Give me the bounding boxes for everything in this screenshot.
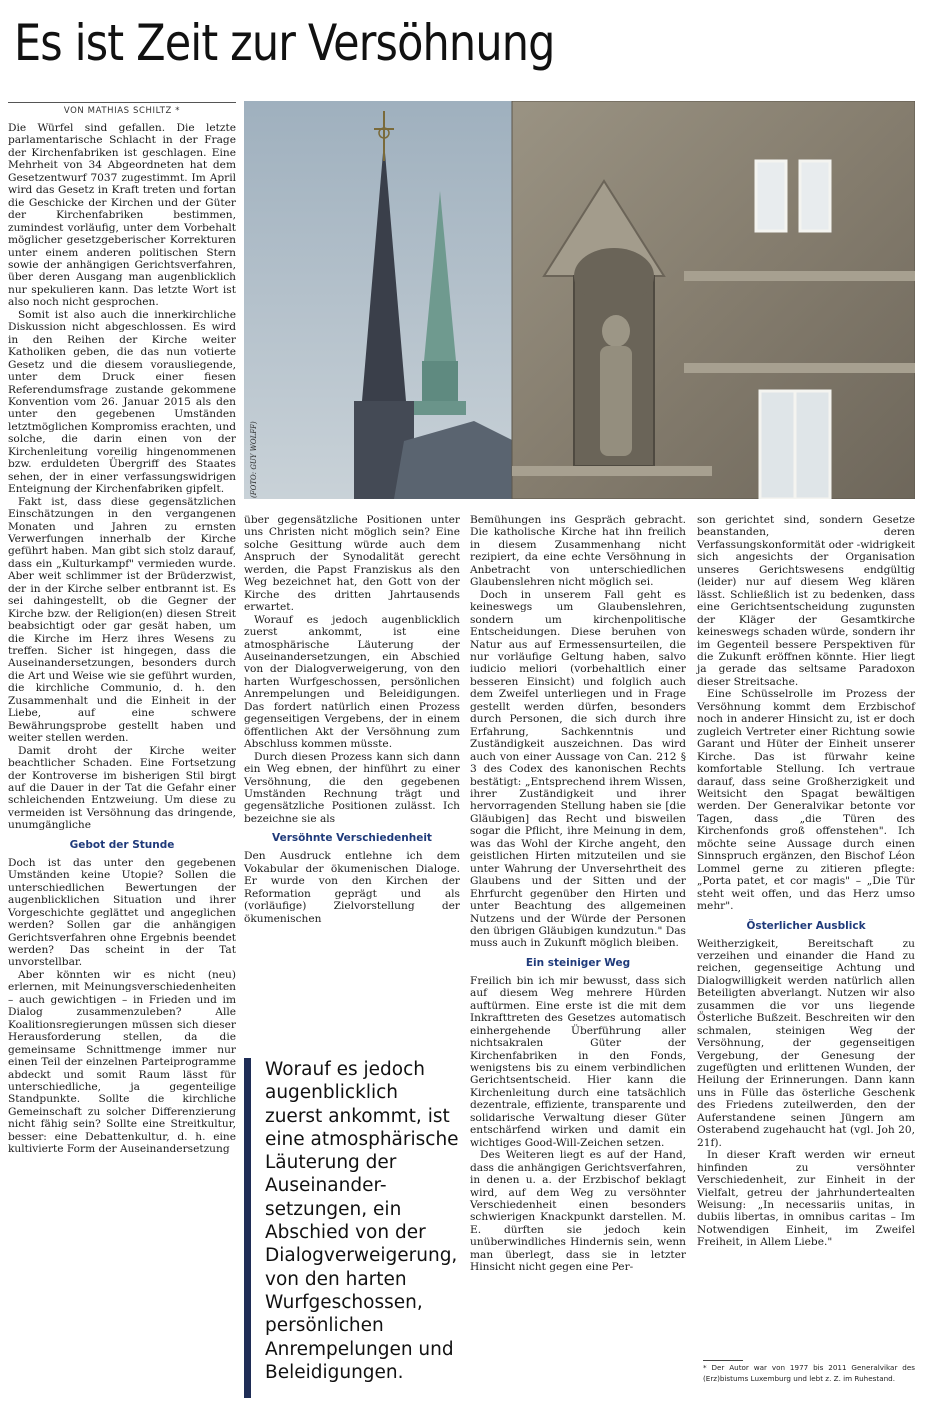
byline: VON MATHIAS SCHILTZ * (8, 102, 236, 116)
paragraph: Somit ist also auch die innerkirchliche Diskussion nicht abgeschlossen. Es wird in den Reihen der Kirche weiter Katholiken geben, die das nun votierte Gesetz und die diesem vorausliegende, unter dem Druck einer fiesen Referendumsfrage zustande gekommene Konvention vom 26. Januar 2015 als den unter den gegebenen Umständen letztmöglichen Kompromiss erachten, und solche, die darin einen von der Kirchenleitung voreilig hingenommenen bzw. erduldeten Übergriff des Staates sehen, der in einer verfassungswidrigen Enteignung der Kirchenfabriken gipfelt. (8, 308, 236, 496)
column-4 (697, 514, 915, 1249)
subheading-gebot-der-stunde: Gebot der Stunde (69, 838, 175, 851)
subheading-ein-steiniger-weg: Ein steiniger Weg (525, 956, 631, 969)
footnote-rule (703, 1360, 743, 1361)
column-3 (470, 514, 686, 1274)
paragraph: Durch diesen Prozess kann sich dann ein Weg ebnen, der hinführt zu einer Versöhnung, die den gegebenen Umständen Rechnung trägt und gegensätzliche Positionen zulässt. Ich bezeichne sie als (244, 750, 460, 825)
column-2 (244, 514, 460, 925)
photo-credit: (FOTO: GUY WOLFF) (250, 421, 258, 498)
paragraph: Damit droht der Kirche weiter beachtlicher Schaden. Eine Fortsetzung der Kontroverse im bisherigen Stil birgt auf die Dauer in der Tat die Gefahr einer schleichenden Entzweiung. Um diese zu vermeiden ist Versöhnung das dringende, unumgängliche (8, 744, 236, 832)
paragraph: son gerichtet sind, sondern Gesetze beanstanden, deren Verfassungskonformität oder -widrigkeit sich angesichts der Organisation unseres Gerichtswesens endgültig (leider) nur auf diesem Weg klären lässt. Schließlich ist zu bedenken, dass eine Gerichtsentscheidung zugunsten der Kläger der Gesamtkirche keineswegs schaden würde, sondern ihr im Gegenteil bessere Perspektiven für die Zukunft eröffnen könnte. Hier liegt ja gerade das seltsame Paradoxon dieser Streitsache. (697, 514, 915, 688)
cathedral-photo (244, 101, 915, 499)
paragraph: Des Weiteren liegt es auf der Hand, dass die anhängigen Gerichtsverfahren, in denen u. a. der Erzbischof beklagt wird, auf dem Weg zu versöhnter Verschiedenheit einen besonders schwierigen Knackpunkt darstellen. M. E. dürften sie jedoch kein unüberwindliches Hindernis sein, wenn man überlegt, dass sie in letzter Hinsicht nicht gegen eine Per- (470, 1149, 686, 1274)
footnote: * Der Autor war von 1977 bis 2011 Generalvikar des (Erz)bistums Luxemburg und lebt z. Z. im Ruhestand. (703, 1363, 915, 1383)
pull-quote-text: Worauf es jedoch augenblicklich zuerst ankommt, ist eine atmosphärische Läuterung der Auseinander-setzungen, ein Abschied von der Dialogverweigerung, von den harten Wurfgeschossen, persönlichen Anrempelungen und Beleidigungen. (265, 1059, 459, 1383)
headline: Es ist Zeit zur Versöhnung (14, 14, 555, 72)
paragraph: Die Würfel sind gefallen. Die letzte parlamentarische Schlacht in der Frage der Kirchenfabriken ist geschlagen. Eine Mehrheit von 34 Abgeordneten hat dem Gesetzentwurf 7037 zugestimmt. Im April wird das Gesetz in Kraft treten und fortan die Geschicke der Kirchen und der Güter der Kirchenfabriken bestimmen, zumindest vorläufig, unter dem Vorbehalt möglicher gesetzgeberischer Korrekturen unter einem anderen politischen Stern sowie der anhängigen Gerichtsverfahren, über deren Ausgang man augenblicklich nur spekulieren kann. Das letzte Wort ist also noch nicht gesprochen. (8, 122, 236, 309)
paragraph: In dieser Kraft werden wir erneut hinfinden zu versöhnter Verschiedenheit, zur Einheit in der Vielfalt, getreu der jahrhundertealten Weisung: „In necessariis unitas, in dubiis libertas, in omnibus caritas – Im Notwendigen Einheit, im Zweifel Freiheit, in Allem Liebe." (697, 1149, 915, 1249)
cathedral-illustration (244, 101, 915, 499)
subheading-versoehnte-verschiedenheit: Versöhnte Verschiedenheit (272, 832, 432, 845)
pull-quote (244, 1058, 460, 1398)
subheading-oesterlicher-ausblick: Österlicher Ausblick (746, 919, 866, 932)
paragraph: Doch ist das unter den gegebenen Umständen keine Utopie? Sollen die unterschiedlichen Bewertungen der augenblicklichen Situation und ihrer Vorgeschichte geglättet und angeglichen werden? Sollen gar die anhängigen Gerichtsverfahren ohne Ergebnis beendet werden? Das scheint in der Tat unvorstellbar. (8, 856, 236, 969)
column-1 (8, 122, 236, 1156)
paragraph: Bemühungen ins Gespräch gebracht. Die katholische Kirche hat ihn freilich in diesem Zusammenhang nicht rezipiert, da eine echte Versöhnung in Anbetracht von unterschiedlichen Glaubenslehren nicht möglich sei. (470, 514, 686, 589)
paragraph: Den Ausdruck entlehne ich dem Vokabular der ökumenischen Dialoge. Er wurde von den Kirchen der Reformation geprägt und als (vorläufige) Zielvorstellung der ökumenischen (244, 850, 460, 925)
paragraph: Fakt ist, dass diese gegensätzlichen Einschätzungen in den vergangenen Monaten und Jahren zu ernsten Verwerfungen innerhalb der Kirche geführt haben. Man gibt sich stolz darauf, dass ein „Kulturkampf" vermieden wurde. Aber weit schlimmer ist der Brüderzwist, der in der Kirche selber entbrannt ist. Es sei dahingestellt, ob die Gegner der Kirche bzw. der Religion(en) diesen Streit beabsichtigt oder gar gesät haben, um die Kirche im Herz ihres Wesens zu treffen. Sicher ist hingegen, dass die Auseinandersetzungen, besonders durch die Art und Weise wie sie geführt wurden, die kirchliche Communio, d. h. den Zusammenhalt und die Einheit in der Liebe, auf eine schwere Bewährungsprobe gestellt haben und weiter stellen werden. (8, 495, 236, 745)
paragraph: Weitherzigkeit, Bereitschaft zu verzeihen und einander die Hand zu reichen, gegenseitige Achtung und Dialogwilligkeit werden natürlich allen Beteiligten abverlangt. Nutzen wir also zusammen die vor uns liegende Österliche Bußzeit. Beschreiten wir den schmalen, steinigen Weg der Versöhnung, der gegenseitigen Vergebung, der Genesung der zugefügten und erlittenen Wunden, der Heilung der Erinnerungen. Dann kann uns in Fülle das österliche Geschenk des Friedens zuteilwerden, den der Auferstandene seinen Jüngern am Osterabend zugehaucht hat (vgl. Joh 20, 21f). (697, 937, 915, 1149)
paragraph: Freilich bin ich mir bewusst, dass sich auf diesem Weg mehrere Hürden auftürmen. Eine erste ist die mit dem Inkrafttreten des Gesetzes automatisch einhergehende Überführung aller nichtsakralen Güter der Kirchenfabriken in den Fonds, wenigstens bis zu einem verbindlichen Gerichtsentscheid. Hier kann die Kirchenleitung durch eine tatsächlich dezentrale, effiziente, transparente und solidarische Verwaltung dieser Güter entschärfend wirken und damit ein wichtiges Good-Will-Zeichen setzen. (470, 974, 686, 1149)
paragraph: über gegensätzliche Positionen unter uns Christen nicht möglich sein? Eine solche Gesittung würde auch dem Anspruch der Synodalität gerecht werden, die Papst Franziskus als den Weg bezeichnet hat, den Gott von der Kirche des dritten Jahrtausends erwartet. (244, 514, 460, 614)
paragraph: Worauf es jedoch augenblicklich zuerst ankommt, ist eine atmosphärische Läuterung der Auseinandersetzungen, ein Abschied von der Dialogverweigerung, von den harten Wurfgeschossen, persönlichen Anrempelungen und Beleidigungen. Das fordert natürlich einen Prozess gegenseitigen Vergebens, der in einem öffentlichen Akt der Versöhnung zum Abschluss kommen müsste. (244, 613, 460, 751)
paragraph: Doch in unserem Fall geht es keineswegs um Glaubenslehren, sondern um kirchenpolitische Entscheidungen. Diese beruhen von Natur aus auf Ermessensurteilen, die nur vorläufige Geltung haben, salvo iudicio meliori (vorbehaltlich einer besseren Einsicht) und folglich auch dem Zweifel unterliegen und in Frage gestellt werden dürfen, besonders durch Personen, die sich durch ihre Erfahrung, Sachkenntnis und Zuständigkeit auszeichnen. Das wird auch von einer Aussage von Can. 212 § 3 des Codex des kanonischen Rechts bestätigt: „Entsprechend ihrem Wissen, ihrer Zuständigkeit und ihrer hervorragenden Stellung haben sie [die Gläubigen] das Recht und bisweilen sogar die Pflicht, ihre Meinung in dem, was das Wohl der Kirche angeht, den geistlichen Hirten mitzuteilen und sie unter Wahrung der Unversehrtheit des Glaubens und der Sitten und der Ehrfurcht gegenüber den Hirten und unter Beachtung des allgemeinen Nutzens und der Würde der Personen den übrigen Gläubigen kundzutun." Das muss auch in Zukunft möglich bleiben. (470, 588, 686, 950)
paragraph: Aber könnten wir es nicht (neu) erlernen, mit Meinungsverschiedenheiten – auch gewichtigen – in Frieden und im Dialog zusammenzuleben? Alle Koalitionsregierungen müssen sich dieser Herausforderung stellen, da die gemeinsame Schnittmenge immer nur einen Teil der einzelnen Parteiprogramme abdeckt und somit Raum lässt für unterschiedliche, ja gegenteilige Standpunkte. Sollte die kirchliche Gemeinschaft zu solcher Differenzierung nicht fähig sein? Sollte eine Streitkultur, besser: eine Debattenkultur, d. h. eine kultivierte Form der Auseinandersetzung (8, 968, 236, 1156)
paragraph: Eine Schüsselrolle im Prozess der Versöhnung kommt dem Erzbischof noch in anderer Hinsicht zu, ist er doch zugleich Vertreter einer Richtung sowie Garant und Hüter der Einheit unserer Kirche. Das ist fürwahr keine komfortable Stellung. Ich vertraue darauf, dass seine Großherzigkeit und Weitsicht den Spagat bewältigen werden. Der Generalvikar betonte vor Tagen, dass „die Türen des Kirchenfonds groß offenstehen". Ich möchte seine Aussage durch einen Sinnspruch ergänzen, den Bischof Léon Lommel gerne zu zitieren pflegte: „Porta patet, et cor magis" – „Die Tür steht weit offen, und das Herz umso mehr". (697, 688, 915, 913)
